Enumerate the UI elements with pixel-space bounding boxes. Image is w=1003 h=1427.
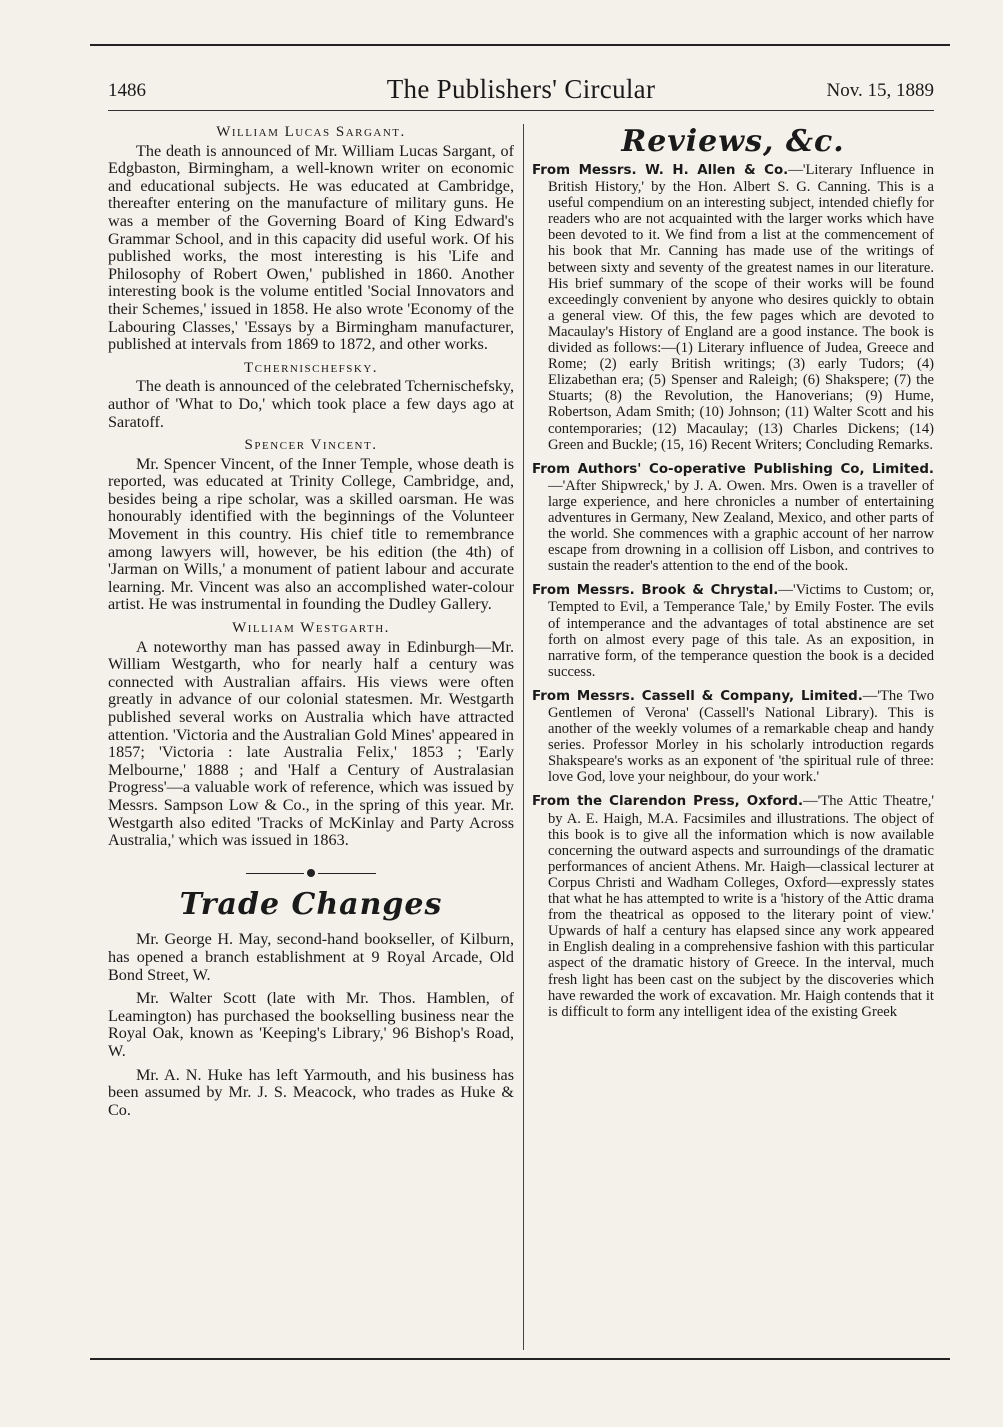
obituary-heading: William Lucas Sargant. bbox=[216, 124, 406, 140]
review-item bbox=[532, 793, 934, 1019]
obituary-body: Mr. Spencer Vincent, of the Inner Temple, whose death is reported, was educated at Trinity College, Cambridge, and, besides being a ripe scholar, was a skilled oarsman. He was honourably identified with the beginnings of the Volunteer Movement in this country. His chief title to remembrance among lawyers will, however, be his edition (the 4th) of 'Jarman on Wills,' a monument of patient labour and accurate learning. Mr. Vincent was also an accomplished water-colour artist. He was instrumental in founding the Dudley Gallery. bbox=[108, 454, 514, 614]
issue-date: Nov. 15, 1889 bbox=[826, 80, 934, 101]
review-source: From Messrs. Cassell & Company, Limited. bbox=[532, 688, 863, 704]
review-text: —'Victims to Custom; or, Tempted to Evil, a Temperance Tale,' by Emily Foster. The evils of intemperance and the advantages of total abstinence are set forth on almost every page of this tale. As an exposition, in narrative form, of the temperance question the book is a decided success. bbox=[548, 582, 934, 680]
obituary-heading: William Westgarth. bbox=[232, 620, 390, 637]
trade-changes-heading: Trade Changes bbox=[179, 887, 443, 923]
bottom-border-rule bbox=[90, 1358, 950, 1360]
right-column bbox=[532, 124, 934, 1028]
obituary-body: The death is announced of the celebrated Tchernischefsky, author of 'What to Do,' which took place a few days ago at Saratoff. bbox=[108, 377, 514, 431]
review-text: —'Literary Influence in British History,' by the Hon. Albert S. G. Canning. This is a useful compendium on an interesting subject, intended chiefly for readers who are not acquainted with the larger works which have been devoted to it. We find from a list at the commencement of his book that Mr. Canning has made use of the writings of between sixty and seventy of the greatest names in our literature. His brief summary of the scope of their works will be found exceedingly convenient by anyone who desires quickly to obtain a general view. Of this, the few pages which are devoted to Macaulay's History of England are a good instance. The book is divided as follows:—(1) Literary influence of Judea, Greece and Rome; (2) early British writings; (3) early Tudors; (4) Elizabethan era; (5) Spenser and Raleigh; (6) Shakspere; (7) the Stuarts; (8) the Revolution, the Hanoverians; (9) Hume, Robertson, Adam Smith; (10) Johnson; (11) Walter Scott and his contemporaries; (12) Macaulay; (13) Charles Dickens; (14) Green and Buckle; (15, 16) Recent Writers; Concluding Remarks. bbox=[548, 162, 934, 453]
obituary-heading: Tchernischefsky. bbox=[243, 359, 379, 376]
top-border-rule bbox=[90, 44, 950, 46]
review-item bbox=[532, 582, 934, 680]
page-header bbox=[108, 74, 934, 108]
page-number: 1486 bbox=[108, 80, 146, 101]
section-ornament bbox=[108, 864, 514, 882]
trade-change-item: Mr. A. N. Huke has left Yarmouth, and his business has been assumed by Mr. J. S. Meacock, who trades as Huke & Co. bbox=[108, 1065, 514, 1119]
review-source: From Messrs. Brook & Chrystal. bbox=[532, 583, 779, 599]
review-text: —'After Shipwreck,' by J. A. Owen. Mrs. Owen is a traveller of large experience, and here chronicles a number of entertaining adventures in Germany, New Zealand, Mexico, and other parts of the world. She commences with a graphic account of her narrow escape from drowning in a collision off Lisbon, and contrives to sustain the reader's attention to the end of the book. bbox=[548, 477, 934, 575]
review-text: —'The Two Gentlemen of Verona' (Cassell's National Library). This is another of the weekly volumes of a remarkable cheap and handy series. Professor Morley in his scholarly introduction regards Shakspeare's works as an exponent of 'the spiritual rule of three: love God, love your neighbour, do your work.' bbox=[548, 687, 934, 786]
left-column bbox=[108, 124, 514, 1119]
review-item bbox=[532, 461, 934, 575]
review-item bbox=[532, 688, 934, 786]
column-divider bbox=[523, 124, 524, 1350]
review-item bbox=[532, 162, 934, 453]
trade-change-item: Mr. Walter Scott (late with Mr. Thos. Hamblen, of Leamington) has purchased the bookselling business near the Royal Oak, known as 'Keeping's Library,' 96 Bishop's Road, W. bbox=[108, 989, 514, 1060]
review-source: From the Clarendon Press, Oxford. bbox=[532, 794, 804, 810]
running-title: The Publishers' Circular bbox=[386, 74, 656, 104]
trade-change-item: Mr. George H. May, second-hand bookseller, of Kilburn, has opened a branch establishment at 9 Royal Arcade, Old Bond Street, W. bbox=[108, 930, 514, 984]
review-source: From Authors' Co-operative Publishing Co, Limited. bbox=[532, 461, 934, 477]
obituary-heading: Spencer Vincent. bbox=[244, 437, 378, 454]
review-source: From Messrs. W. H. Allen & Co. bbox=[532, 163, 789, 178]
header-rule bbox=[108, 110, 934, 111]
review-text: —'The Attic Theatre,' by A. E. Haigh, M.A. Facsimiles and illustrations. The object of this book is to give all the information which is now available concerning the outward aspects and surroundings of the dramatic performances of ancient Athens. Mr. Haigh—classical lecturer at Corpus Christi and Wadham Colleges, Oxford—expressly states that what he has attempted to write is a 'history of the Attic drama from the theatrical as opposed to the literary point of view.' Upwards of half a century has elapsed since any work appeared in English dealing in a comprehensive fashion with this particular aspect of the dramatic history of Greece. In the interval, much fresh light has been cast on the subject by the discoveries which have rewarded the work of excavation. Mr. Haigh contends that it is difficult to form any intelligent idea of the existing Greek bbox=[548, 793, 934, 1020]
reviews-heading: Reviews, &c. bbox=[621, 124, 845, 159]
obituary-body: The death is announced of Mr. William Lucas Sargant, of Edgbaston, Birmingham, a well-known writer on economic and educational subjects. He was educated at Cambridge, thereafter entering on the manufacture of military guns. He was a member of the Governing Board of King Edward's Grammar School, and in this capacity did useful work. Of his published works, the most interesting is his 'Life and Philosophy of Robert Owen,' published in 1860. Another interesting book is the volume entitled 'Social Innovators and their Schemes,' issued in 1858. He also wrote 'Economy of the Labouring Classes,' 'Essays by a Birmingham manufacturer, published at intervals from 1869 to 1872, and other works. bbox=[108, 141, 514, 354]
obituary-body: A noteworthy man has passed away in Edinburgh—Mr. William Westgarth, who for nearly half a century was connected with Australian affairs. His views were often greatly in advance of our colonial statesmen. Mr. Westgarth published several works on Australia which have attracted attention. 'Victoria and the Australian Gold Mines' appeared in 1857; 'Victoria : late Australia Felix,' 1853 ; 'Early Melbourne,' 1888 ; and 'Half a Century of Australasian Progress'—a valuable work of reference, which was issued by Messrs. Sampson Low & Co., in the spring of this year. Mr. Westgarth also edited 'Tracks of McKinlay and Party Across Australia,' which was issued in 1863. bbox=[108, 637, 514, 850]
